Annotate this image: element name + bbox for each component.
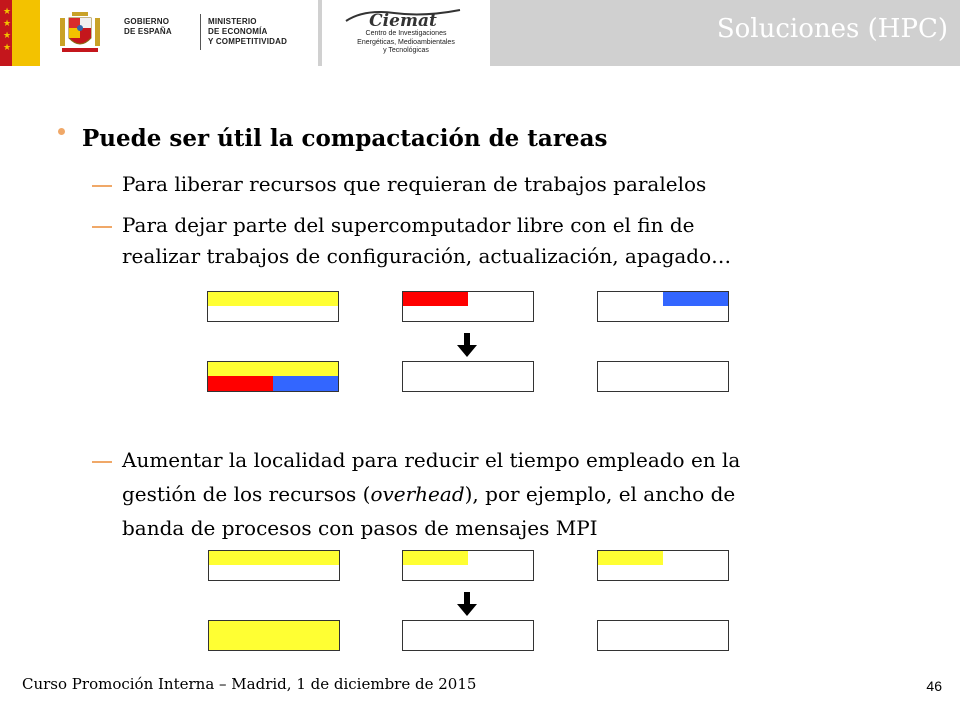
dash-icon <box>92 185 112 187</box>
header-bar <box>0 0 960 66</box>
footer-text: Curso Promoción Interna – Madrid, 1 de diciembre de 2015 <box>22 675 477 693</box>
text-run: gestión de los recursos ( <box>122 482 371 506</box>
ministerio-line-1: MINISTERIO <box>208 17 257 26</box>
eu-flag-strip <box>0 0 40 66</box>
job-yellow <box>208 292 338 306</box>
job-red <box>403 292 468 306</box>
gobierno-text <box>124 17 172 37</box>
sub-bullet-3-line-2 <box>122 479 735 510</box>
main-bullet: Puede ser útil la compactación de tareas <box>82 125 608 152</box>
ciemat-logo <box>344 7 462 29</box>
sub-bullet-1: Para liberar recursos que requieran de trabajos paralelos <box>122 172 707 196</box>
gobierno-line-2: DE ESPAÑA <box>124 27 172 36</box>
node-box <box>208 620 340 651</box>
down-arrow-icon <box>455 332 479 358</box>
job-blue <box>663 292 728 306</box>
job-yellow <box>209 551 339 565</box>
page-number: 46 <box>926 678 942 694</box>
slide-title: Soluciones (HPC) <box>716 14 948 44</box>
ciemat-line-2: Energéticas, Medioambientales <box>357 38 455 46</box>
divider <box>200 14 201 50</box>
ministerio-line-3: Y COMPETITIVIDAD <box>208 37 288 46</box>
node-box-empty <box>402 361 534 392</box>
svg-text:Ciemat: Ciemat <box>369 11 437 29</box>
sub-bullet-2-line-1: Para dejar parte del supercomputador libre con el fin de <box>122 213 695 237</box>
sub-bullet-2-line-2: realizar trabajos de configuración, actualización, apagado… <box>122 244 732 268</box>
sub-bullet-3-line-3: banda de procesos con pasos de mensajes MPI <box>122 516 598 540</box>
government-logo-panel <box>40 0 318 66</box>
job-yellow <box>209 621 339 650</box>
ministerio-line-2: DE ECONOMÍA <box>208 27 268 36</box>
sub-bullet-3-line-1: Aumentar la localidad para reducir el tiempo empleado en la <box>122 448 741 472</box>
ciemat-logo-panel <box>322 0 490 66</box>
job-yellow <box>403 551 468 565</box>
ministerio-text <box>208 17 287 47</box>
ciemat-line-3: y Tecnológicas <box>383 47 429 54</box>
node-box <box>207 361 339 392</box>
node-box <box>402 550 534 581</box>
dash-icon <box>92 461 112 463</box>
node-box <box>207 291 339 322</box>
text-run: ), por ejemplo, el ancho de <box>464 482 736 506</box>
gobierno-line-1: GOBIERNO <box>124 17 170 26</box>
dash-icon <box>92 226 112 228</box>
node-box-empty <box>402 620 534 651</box>
job-yellow <box>598 551 663 565</box>
coat-of-arms-icon <box>58 8 102 56</box>
job-yellow <box>208 362 338 376</box>
ciemat-subtitle <box>322 30 490 56</box>
node-box-empty <box>597 620 729 651</box>
node-box <box>597 550 729 581</box>
job-blue <box>273 376 338 391</box>
node-box <box>208 550 340 581</box>
node-box-empty <box>597 361 729 392</box>
ciemat-line-1: Centro de Investigaciones <box>365 30 447 37</box>
node-box <box>597 291 729 322</box>
overhead-term: overhead <box>370 482 465 506</box>
node-box <box>402 291 534 322</box>
down-arrow-icon <box>455 591 479 617</box>
job-red <box>208 376 273 391</box>
eu-stars-icon: ★ ★ ★ ★ <box>2 7 12 53</box>
bullet-icon <box>58 128 65 135</box>
